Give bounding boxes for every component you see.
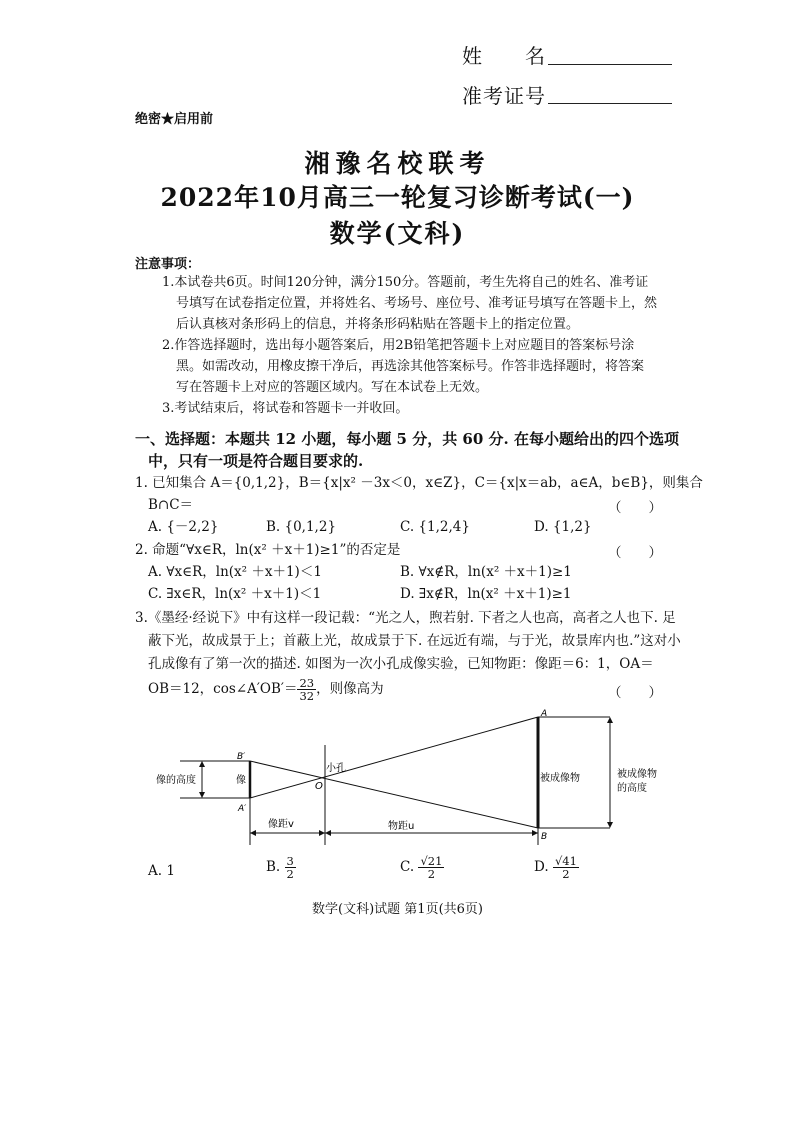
secret-label: 绝密★启用前 <box>135 112 214 127</box>
notice-line: 号填写在试卷指定位置，并将姓名、考场号、座位号、准考证号填写在答题卡上，然 <box>176 296 658 311</box>
q3-stem: 3.《墨经·经说下》中有这样一段记载：“光之人，煦若射. 下者之人也高，高者之人也下. 足 <box>135 610 676 626</box>
q3-option-b <box>266 855 296 880</box>
option-fraction <box>418 855 444 880</box>
option-fraction <box>553 855 579 880</box>
arrow-head-icon <box>325 830 331 836</box>
fraction-numerator: 3 <box>286 854 294 868</box>
option-label: D. <box>534 859 549 875</box>
fraction-numerator: 23 <box>299 676 315 690</box>
option-label: C. <box>400 859 415 875</box>
notice-line: 2.作答选择题时，选出每小题答案后，用2B铅笔把答题卡上对应题目的答案标号涂 <box>162 338 635 353</box>
exam-title-line2: 2022年10月高三一轮复习诊断考试(一) <box>160 183 635 212</box>
arrow-head-icon <box>319 830 325 836</box>
arrow-head-icon <box>250 830 256 836</box>
point-a-prime-label: A′ <box>238 804 247 814</box>
section-heading-cont: 中，只有一项是符合题目要求的. <box>148 452 364 470</box>
notice-line: 写在答题卡上对应的答题区域内。写在本试卷上无效。 <box>176 380 489 395</box>
name-label: 姓 名 <box>462 44 546 68</box>
q1-stem-cont: B∩C＝ <box>148 497 194 513</box>
fraction-numerator: √41 <box>554 854 577 868</box>
object-height-label: 的高度 <box>617 783 647 794</box>
notice-line: 黑。如需改动，用橡皮擦干净后，再选涂其他答案标号。作答非选择题时，将答案 <box>176 359 645 374</box>
object-distance-label: 物距u <box>388 821 415 832</box>
exam-title-line1: 湘豫名校联考 <box>304 149 491 178</box>
page-footer: 数学(文科)试题 第1页(共6页) <box>312 902 483 917</box>
q2-option-d: D. ∃x∉R，ln(x² ＋x＋1)≥1 <box>400 586 572 602</box>
arrow-head-icon <box>607 717 613 723</box>
q1-answer-blank[interactable]: （ ） <box>608 500 662 516</box>
fraction-denominator: 2 <box>562 867 570 881</box>
fraction-denominator: 2 <box>427 867 436 881</box>
point-a-label: A <box>541 709 548 719</box>
q3-option-c <box>400 855 444 880</box>
notice-heading: 注意事项： <box>135 257 201 272</box>
image-distance-label: 像距v <box>268 819 294 830</box>
q3-option-a: A. 1 <box>148 863 175 879</box>
section-heading: 一、选择题：本题共 12 小题，每小题 5 分，共 60 分. 在每小题给出的四个选项 <box>135 430 679 448</box>
object-label: 被成像物 <box>540 773 580 784</box>
q1-stem: 1. 已知集合 A＝{0,1,2}，B＝{x|x² －3x＜0，x∈Z}，C＝{x|x＝ab，a∈A，b∈B}，则集合 <box>135 475 703 491</box>
q3-formula-pre: OB＝12，cos∠A′OB′＝ <box>148 681 298 697</box>
name-field[interactable] <box>548 64 672 65</box>
pinhole-label: 小孔 <box>326 763 346 774</box>
q3-answer-blank[interactable]: （ ） <box>608 685 662 701</box>
q3-stem-cont: 蔽下光，故成景于上；首蔽上光，故成景于下. 在远近有端，与于光，故景库内也.”这对小 <box>148 633 681 649</box>
option-label: B. <box>266 859 281 875</box>
notice-line: 后认真核对条形码上的信息，并将条形码粘贴在答题卡上的指定位置。 <box>176 317 580 332</box>
point-o-label: O <box>315 781 323 792</box>
q3-option-d <box>534 855 579 880</box>
q3-fraction <box>297 677 316 702</box>
q2-option-b: B. ∀x∉R，ln(x² ＋x＋1)≥1 <box>400 564 572 580</box>
q2-answer-blank[interactable]: （ ） <box>608 545 662 561</box>
q2-option-a: A. ∀x∈R，ln(x² ＋x＋1)＜1 <box>148 564 322 580</box>
q1-option-c: C. {1,2,4} <box>400 519 470 535</box>
pinhole-diagram <box>140 705 700 855</box>
fraction-denominator: 32 <box>299 689 315 703</box>
object-height-label: 被成像物 <box>617 769 657 780</box>
arrow-head-icon <box>532 830 538 836</box>
q1-option-d: D. {1,2} <box>534 519 592 535</box>
arrow-head-icon <box>199 761 205 767</box>
notice-line: 1.本试卷共6页。时间120分钟，满分150分。答题前，考生先将自己的姓名、准考证 <box>162 275 649 290</box>
q1-option-b: B. {0,1,2} <box>266 519 337 535</box>
fraction-denominator: 2 <box>286 867 294 881</box>
exam-subject: 数学(文科) <box>329 219 466 248</box>
q1-option-a: A. {－2,2} <box>148 519 219 535</box>
arrow-head-icon <box>199 792 205 798</box>
notice-line: 3.考试结束后，将试卷和答题卡一并收回。 <box>162 401 409 416</box>
image-label: 像 <box>236 775 246 786</box>
exam-id-label: 准考证号 <box>462 84 546 108</box>
point-b-prime-label: B′ <box>237 752 246 762</box>
fraction-numerator: √21 <box>420 854 443 868</box>
q2-stem: 2. 命题“∀x∈R，ln(x² ＋x＋1)≥1”的否定是 <box>135 542 401 558</box>
exam-id-field[interactable] <box>548 103 672 104</box>
ray-line <box>250 717 538 798</box>
q2-option-c: C. ∃x∈R，ln(x² ＋x＋1)＜1 <box>148 586 322 602</box>
point-b-label: B <box>541 832 548 842</box>
arrow-head-icon <box>607 822 613 828</box>
option-fraction <box>285 855 296 880</box>
ray-line <box>250 761 538 828</box>
q3-stem-cont: 孔成像有了第一次的描述. 如图为一次小孔成像实验，已知物距：像距＝6：1，OA＝ <box>148 656 654 672</box>
image-height-label: 像的高度 <box>156 775 196 786</box>
q3-formula-post: ，则像高为 <box>316 681 384 697</box>
q3-stem-cont <box>148 677 384 702</box>
